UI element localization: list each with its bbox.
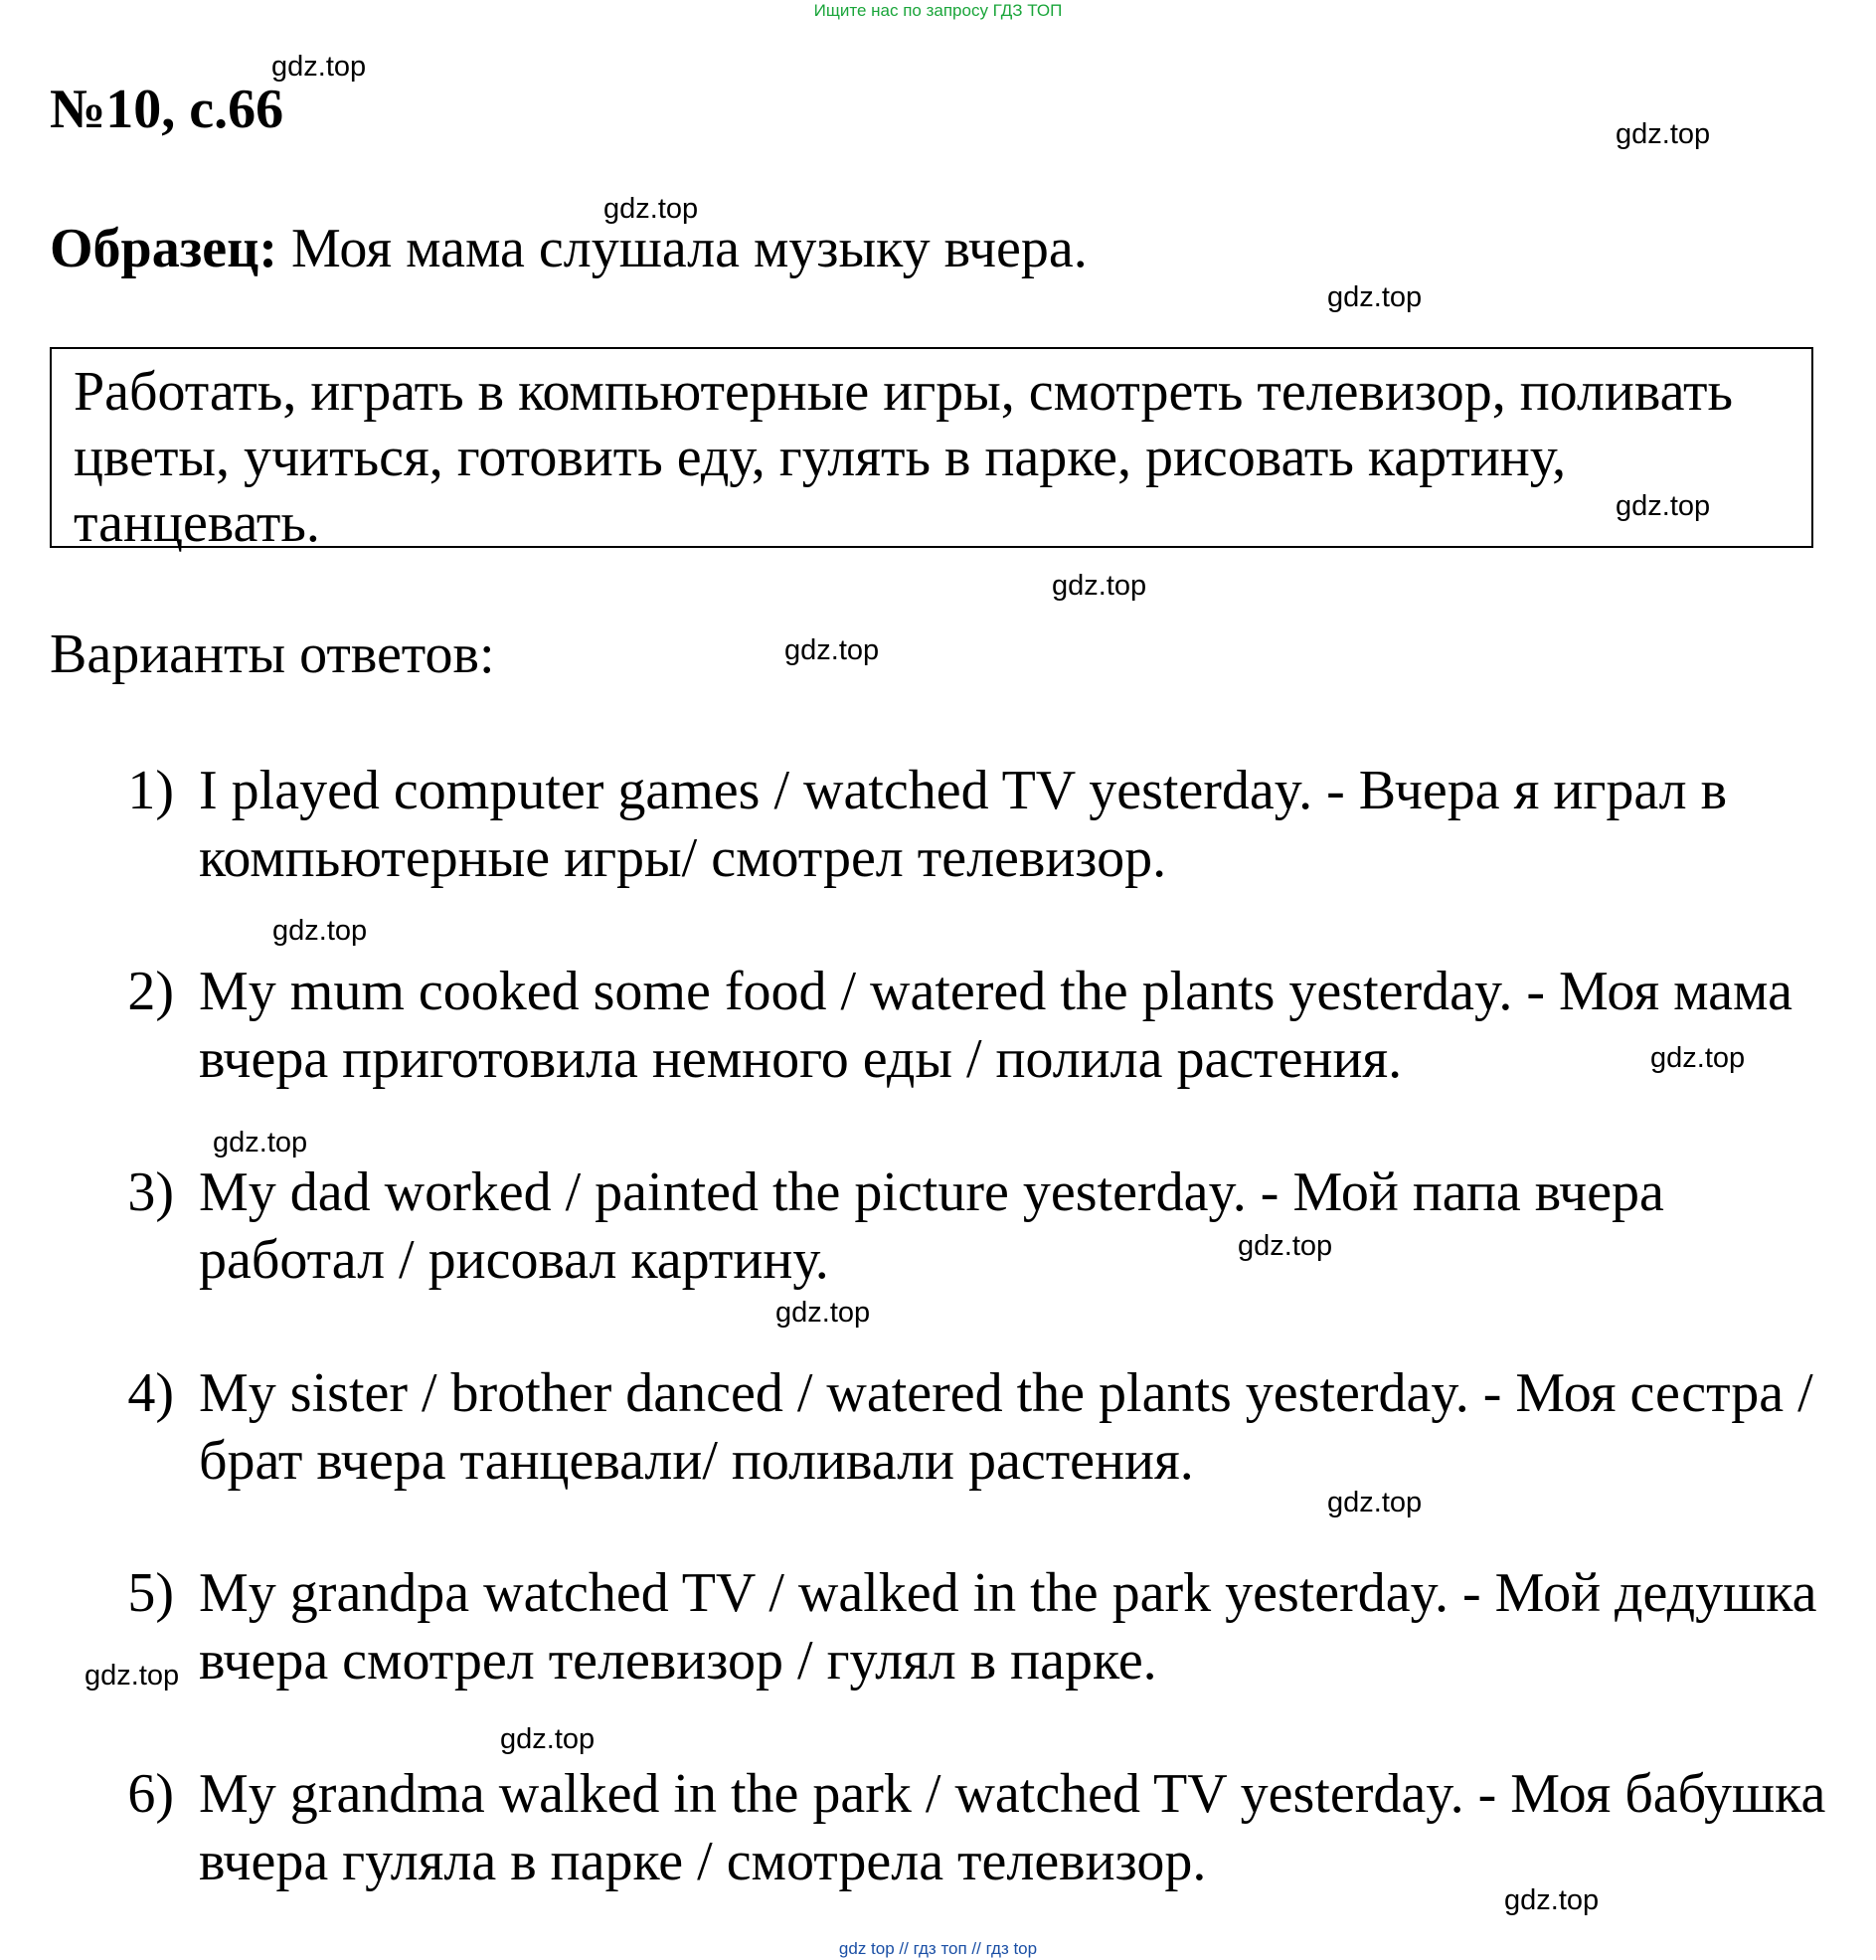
page-title: №10, с.66 [50, 79, 284, 140]
watermark: gdz.top [1327, 281, 1423, 313]
answer-item [109, 1359, 1859, 1495]
watermark: gdz.top [1616, 490, 1711, 522]
answer-number: 2) [127, 961, 174, 1022]
answer-item [109, 1760, 1859, 1895]
answer-number: 1) [127, 760, 174, 821]
top-banner: Ищите нас по запросу ГДЗ ТОП [813, 1, 1063, 20]
watermark: gdz.top [1052, 570, 1147, 602]
watermark: gdz.top [603, 193, 699, 225]
watermark: gdz.top [213, 1127, 308, 1158]
answer-number: 6) [127, 1763, 174, 1825]
answer-text: My grandma walked in the park / watched TV yesterday. - Моя бабушка вчера гуляла в парке / смотрела телевизор. [199, 1763, 1826, 1892]
watermark: gdz.top [1238, 1230, 1333, 1262]
variants-heading: Варианты ответов: [50, 624, 495, 685]
watermark: gdz.top [85, 1660, 180, 1692]
answer-text: My dad worked / painted the picture yesterday. - Мой папа вчера работал / рисовал картину. [199, 1161, 1664, 1291]
watermark: gdz.top [271, 51, 367, 83]
answer-text: My sister / brother danced / watered the plants yesterday. - Моя сестра / брат вчера танцевали/ поливали растения. [199, 1362, 1813, 1492]
word-box: Работать, играть в компьютерные игры, смотреть телевизор, поливать цветы, учиться, готовить еду, гулять в парке, рисовать картину, танцевать. [50, 347, 1813, 548]
watermark: gdz.top [784, 634, 880, 666]
answer-text: I played computer games / watched TV yesterday. - Вчера я играл в компьютерные игры/ смотрел телевизор. [199, 760, 1728, 889]
answer-item [109, 1158, 1859, 1294]
watermark: gdz.top [1616, 118, 1711, 150]
answer-number: 3) [127, 1161, 174, 1223]
answer-item [109, 958, 1859, 1093]
watermark: gdz.top [272, 915, 368, 947]
watermark: gdz.top [1327, 1487, 1423, 1518]
answer-number: 4) [127, 1362, 174, 1424]
sample-label: Образец: [50, 218, 277, 279]
watermark: gdz.top [775, 1297, 871, 1329]
watermark: gdz.top [1504, 1884, 1600, 1916]
answer-number: 5) [127, 1562, 174, 1624]
answer-item [109, 1559, 1859, 1694]
watermark: gdz.top [500, 1723, 596, 1755]
answer-item [109, 757, 1859, 892]
answer-text: My grandpa watched TV / walked in the park yesterday. - Мой дедушка вчера смотрел телевизор / гулял в парке. [199, 1562, 1817, 1692]
sample-text: Моя мама слушала музыку вчера. [290, 218, 1088, 279]
footer-watermark: gdz top // гдз топ // гдз top [838, 1939, 1038, 1958]
watermark: gdz.top [1650, 1042, 1746, 1074]
answer-text: My mum cooked some food / watered the plants yesterday. - Моя мама вчера приготовила немного еды / полила растения. [199, 961, 1792, 1090]
